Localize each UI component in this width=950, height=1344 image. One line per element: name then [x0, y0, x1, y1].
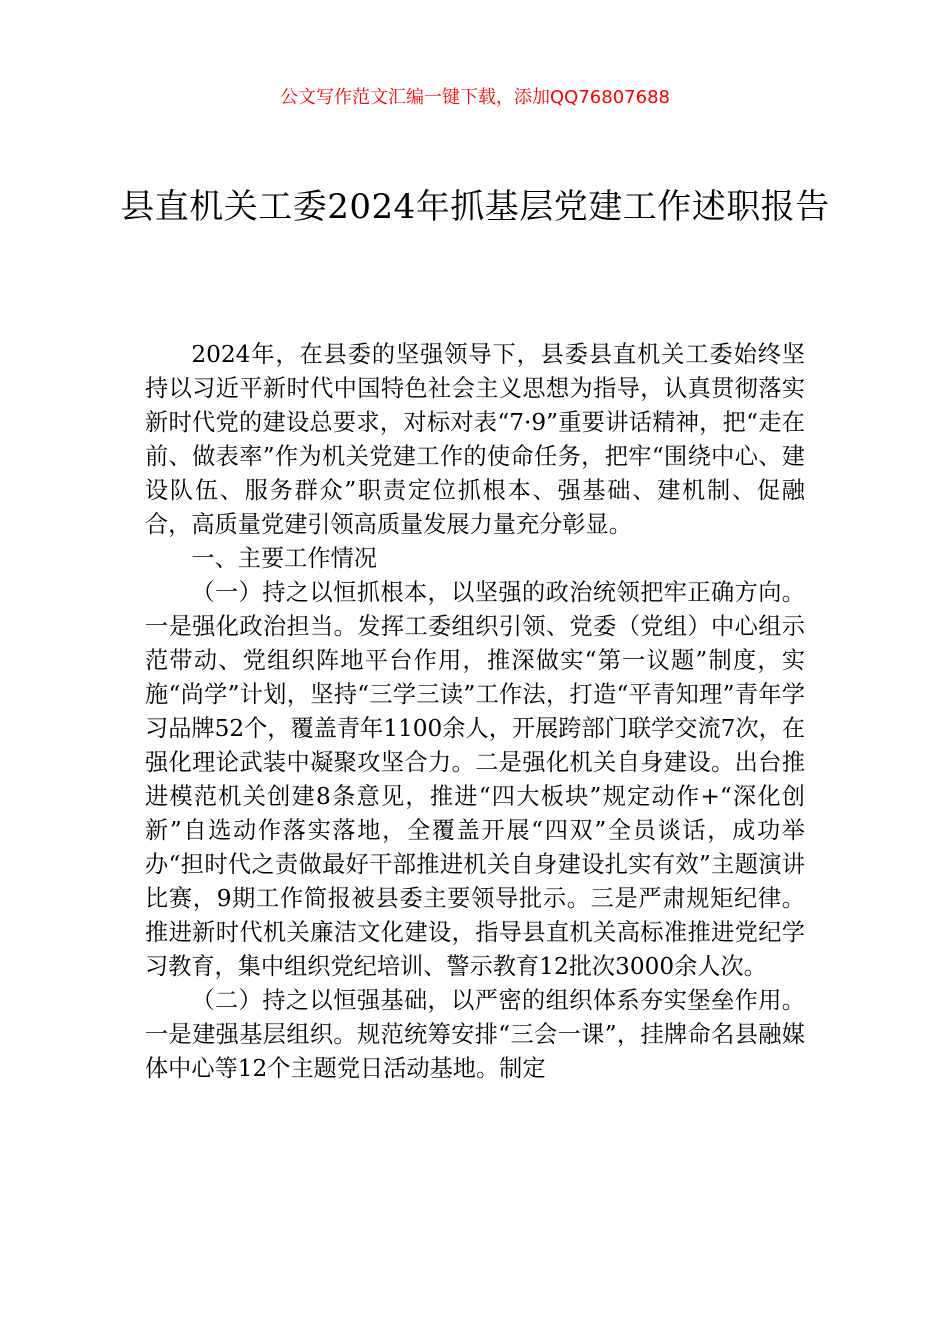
intro-paragraph: 2024年，在县委的坚强领导下，县委县直机关工委始终坚持以习近平新时代中国特色社会主义思想为指导，认真贯彻落实新时代党的建设总要求，对标对表“7·9”重要讲话精神，把“走在前、做表率”作为机关党建工作的使命任务，把牢“围绕中心、建设队伍、服务群众”职责定位抓根本、强基础、建机制、促融合，高质量党建引领高质量发展力量充分彰显。 — [145, 341, 805, 538]
subsection-paragraph-2: （二）持之以恒强基础，以严密的组织体系夯实堡垒作用。一是建强基层组织。规范统筹安排“三会一课”，挂牌命名县融媒体中心等12个主题党日活动基地。制定 — [145, 987, 805, 1082]
document-body — [145, 338, 805, 1086]
download-notice: 公文写作范文汇编一键下载，添加QQ76807688 — [280, 87, 670, 108]
section-heading: 一、主要工作情况 — [191, 545, 377, 572]
subsection-paragraph-1: （一）持之以恒抓根本，以坚强的政治统领把牢正确方向。一是强化政治担当。发挥工委组织引领、党委（党组）中心组示范带动、党组织阵地平台作用，推深做实“第一议题”制度，实施“尚学”计划，坚持“三学三读”工作法，打造“平青知理”青年学习品牌52个，覆盖青年1100余人，开展跨部门联学交流7次，在强化理论武装中凝聚攻坚合力。二是强化机关自身建设。出台推进模范机关创建8条意见，推进“四大板块”规定动作+“深化创新”自选动作落实落地，全覆盖开展“四双”全员谈话，成功举办“担时代之责做最好干部推进机关自身建设扎实有效”主题演讲比赛，9期工作简报被县委主要领导批示。三是严肃规矩纪律。推进新时代机关廉洁文化建设，指导县直机关高标准推进党纪学习教育，集中组织党纪培训、警示教育12批次3000余人次。 — [145, 579, 805, 980]
document-title: 县直机关工委2024年抓基层党建工作述职报告 — [120, 187, 830, 227]
